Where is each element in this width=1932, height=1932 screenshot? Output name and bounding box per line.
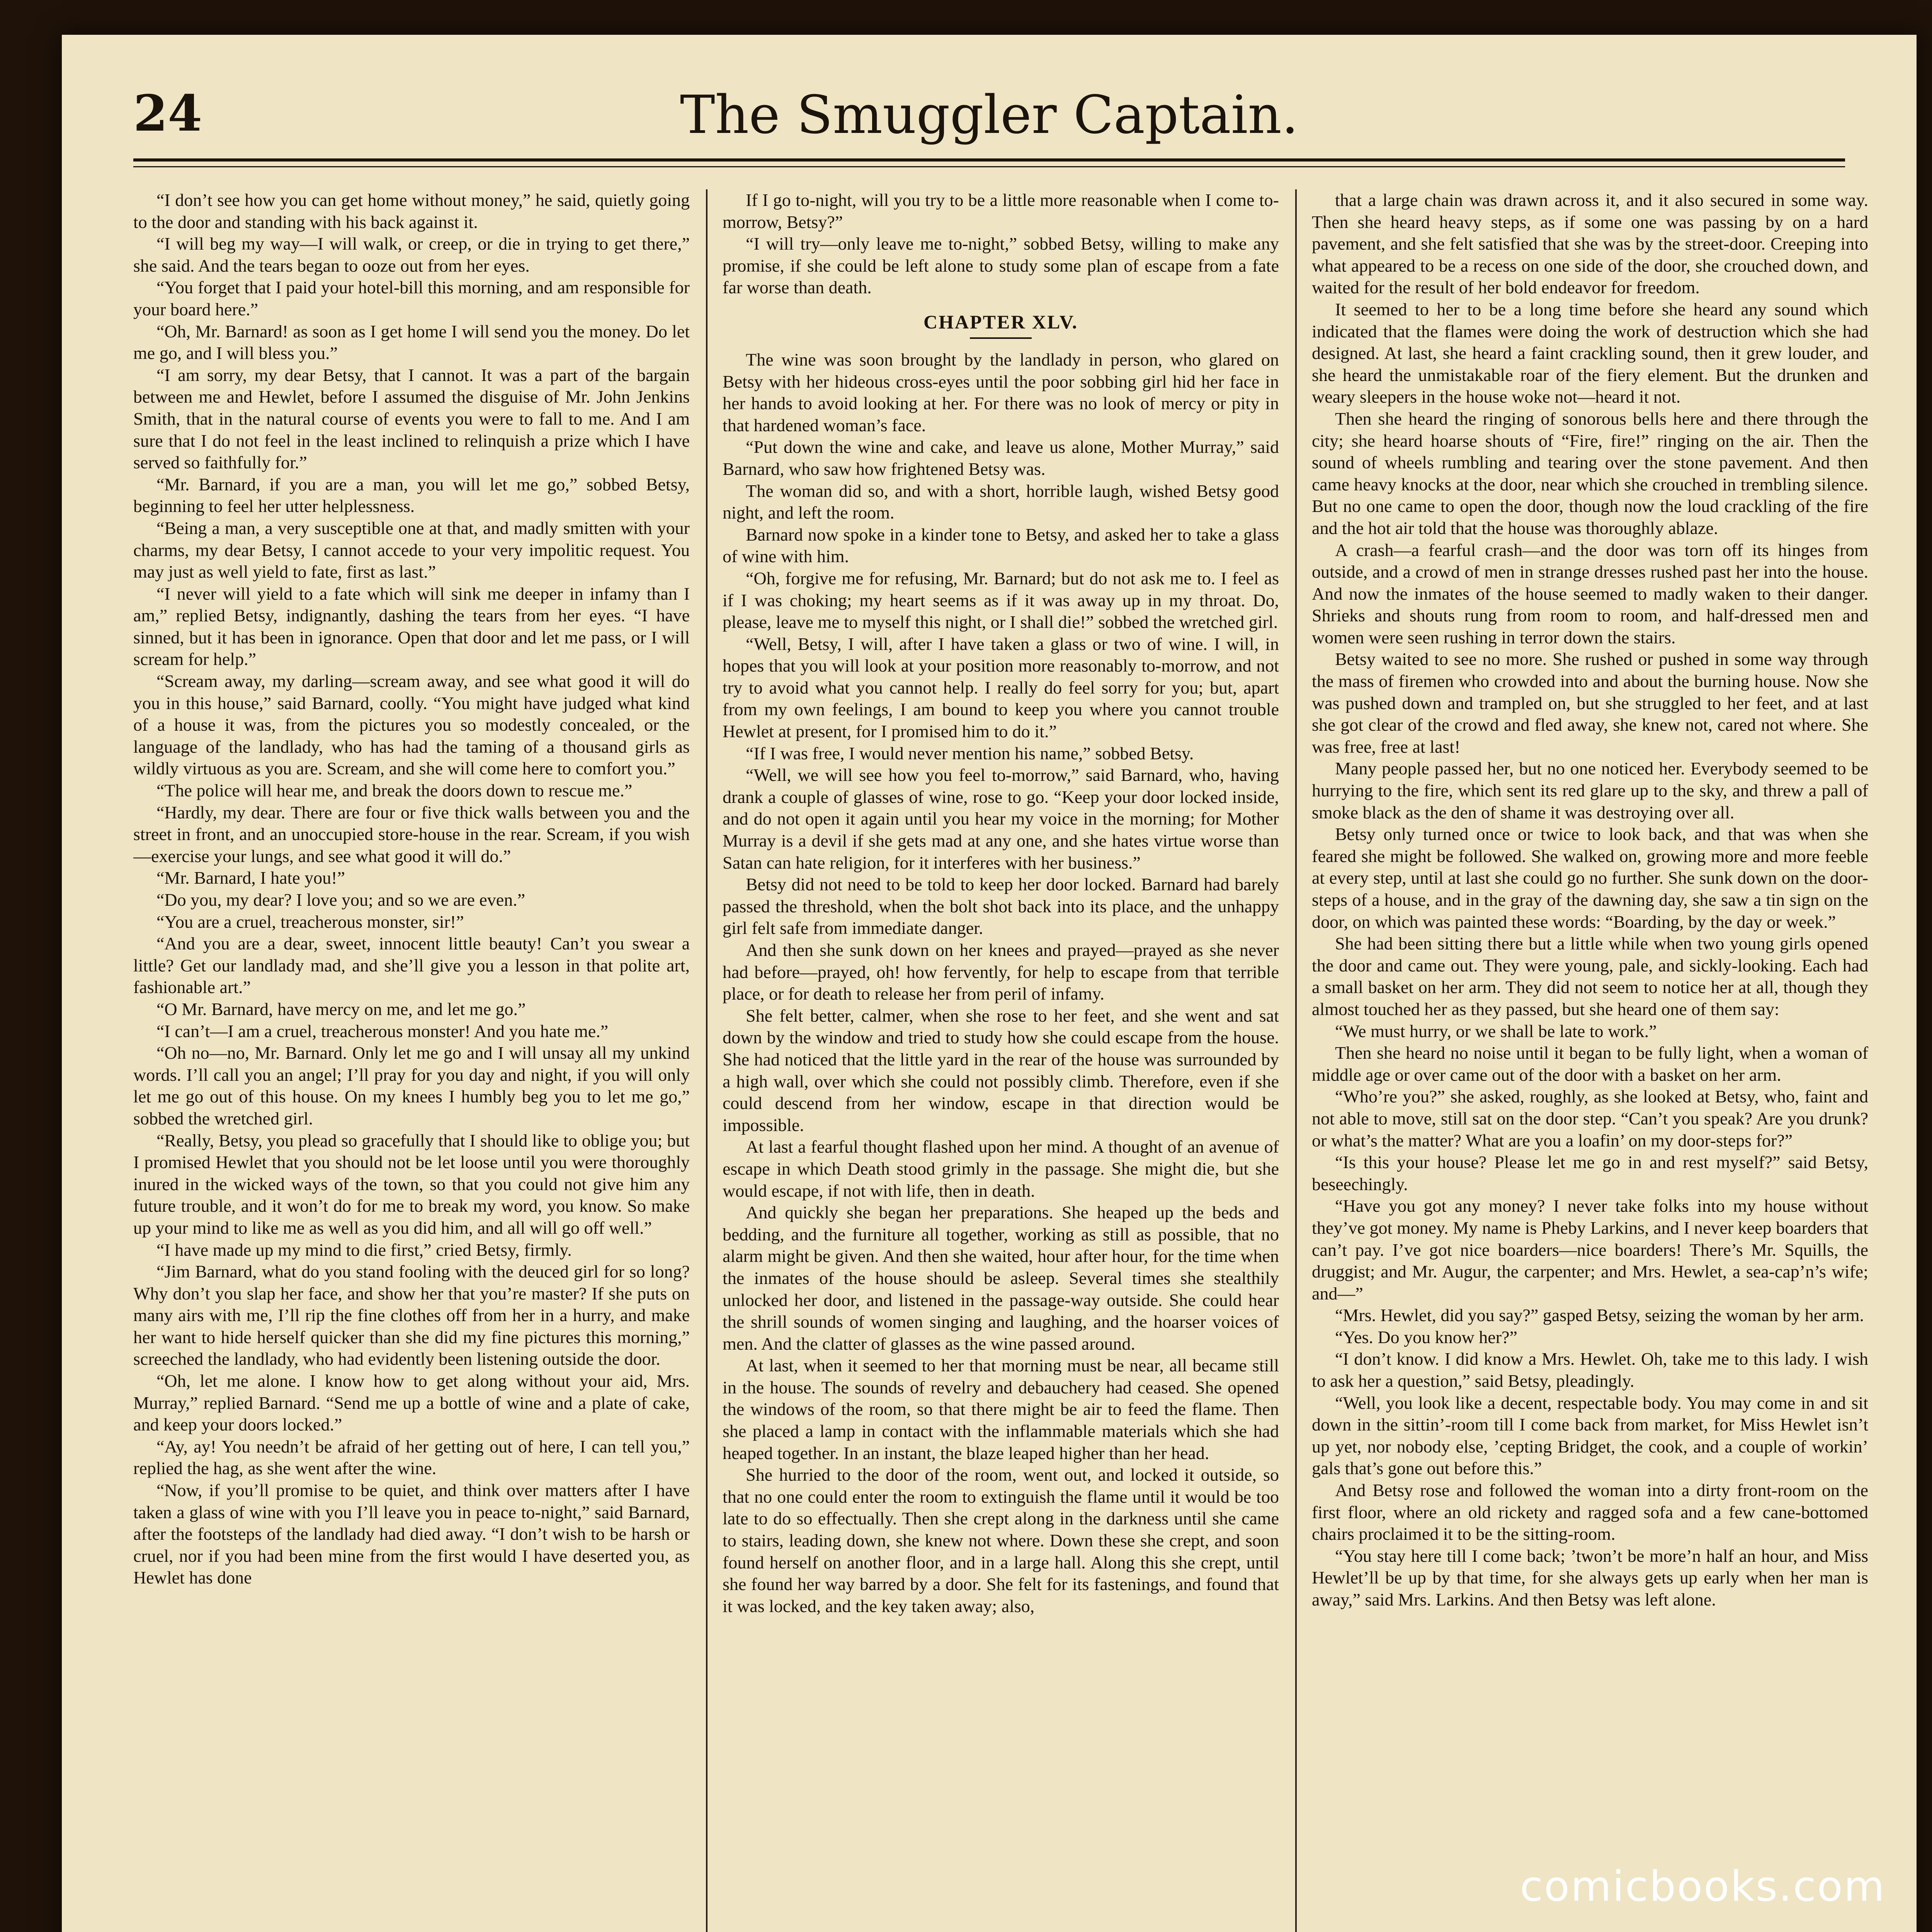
paragraph: And quickly she began her preparations. She heaped up the beds and bedding, and the furniture all together, working as still as possible, that no alarm might be given. And then she waited, hour after hour, for the time when the inmates of the house should be asleep. Several times she stealthily unlocked her door, and listened in the passage-way outside. She could hear the shrill sounds of women singing and laughing, and the hoarser voices of men. And the clatter of glasses as the wine passed around. [723,1202,1279,1354]
paragraph: “Well, we will see how you feel to-morrow,” said Barnard, who, having drank a couple of glasses of wine, rose to go. “Keep your door locked inside, and do not open it again until you hear my voice in the morning; for Mother Murray is a devil if she gets mad at any one, and she hates virtue worse than Satan can hate religion, for it interferes with her business.” [723,765,1279,872]
text-columns [133,189,1868,1932]
paragraph: “Oh, forgive me for refusing, Mr. Barnard; but do not ask me to. I feel as if I was choking; my heart seems as if it was away up in my throat. Do, please, leave me to myself this night, or I shall die!” sobbed the wretched girl. [723,568,1279,632]
paragraph: Betsy only turned once or twice to look back, and that was when she feared she might be followed. She walked on, growing more and more feeble at every step, until at last she could go no further. She sunk down on the door-steps of a house, and in the gray of the dawning day, she saw a tin sign on the door, on which was painted these words: “Boarding, by the day or week.” [1312,824,1868,932]
column-2 [723,189,1279,1932]
paragraph: “Well, you look like a decent, respectable body. You may come in and sit down in the sittin’-room till I come back from market, for Miss Hewlet isn’t up yet, nor nobody else, ’cepting Bridget, the cook, and a couple of workin’ gals that’s gone out before this.” [1312,1393,1868,1478]
paragraph: “I am sorry, my dear Betsy, that I cannot. It was a part of the bargain between me and Hewlet, before I assumed the disguise of Mr. John Jenkins Smith, that in the natural course of events you were to fall to me. And I am sure that I do not feel in the least inclined to relinquish a prize which I have served so faithfully for.” [133,365,690,473]
paragraph: At last a fearful thought flashed upon her mind. A thought of an avenue of escape in which Death stood grimly in the passage. She might die, but she would escape, if not with life, then in death. [723,1137,1279,1201]
header-rule-thin [133,166,1845,167]
paragraph: “Have you got any money? I never take folks into my house without they’ve got money. My name is Pheby Larkins, and I never keep boarders that can’t pay. I’ve got nice boarders—nice boarders! There’s Mr. Squills, the druggist; and Mr. Augur, the carpenter; and Mrs. Hewlet, a sea-cap’n’s wife; and—” [1312,1196,1868,1303]
paragraph: Betsy did not need to be told to keep her door locked. Barnard had barely passed the threshold, when the bolt shot back into its place, and the unhappy girl felt safe from immediate danger. [723,874,1279,938]
paragraph: “Scream away, my darling—scream away, and see what good it will do you in this house,” said Barnard, coolly. “You might have judged what kind of a house it was, from the pictures you so modestly concealed, or the language of the landlady, who has had the taming of a thousand girls as wildly virtuous as you are. Scream, and she will come here to comfort you.” [133,671,690,779]
paragraph: “Oh no—no, Mr. Barnard. Only let me go and I will unsay all my unkind words. I’ll call you an angel; I’ll pray for you day and night, if you will only let me go out of this house. On my knees I humbly beg you to let me go,” sobbed the wretched girl. [133,1043,690,1128]
paragraph: “I will beg my way—I will walk, or creep, or die in trying to get there,” she said. And the tears began to ooze out from her eyes. [133,234,690,276]
page-number: 24 [133,85,202,143]
paragraph: Betsy waited to see no more. She rushed or pushed in some way through the mass of firemen who crowded into and about the burning house. Now she was pushed down and trampled on, but she struggled to her feet, and at last she got clear of the crowd and fled away, she knew not, cared not where. She was free, free at last! [1312,649,1868,757]
paragraph: “You stay here till I come back; ’twon’t be more’n half an hour, and Miss Hewlet’ll be up by that time, for she always gets up early when her man is away,” said Mrs. Larkins. And then Betsy was left alone. [1312,1546,1868,1609]
paragraph: “Do you, my dear? I love you; and so we are even.” [156,890,526,910]
running-title: The Smuggler Captain. [680,85,1299,146]
paragraph: “Mr. Barnard, if you are a man, you will let me go,” sobbed Betsy, beginning to feel her utter helplessness. [133,474,690,516]
paragraph: Then she heard the ringing of sonorous bells here and there through the city; she heard hoarse shouts of “Fire, fire!” ringing on the air. Then the sound of wheels rumbling and tearing over the stone pavement. And then came heavy knocks at the door, near which she crouched in trembling silence. But no one came to open the door, though now the loud crackling of the fire and the hot air told that the house was thoroughly ablaze. [1312,408,1868,538]
paragraph: “Oh, Mr. Barnard! as soon as I get home I will send you the money. Do let me go, and I will bless you.” [133,321,690,363]
paragraph: She felt better, calmer, when she rose to her feet, and she went and sat down by the window and tried to study how she could escape from the house. She had noticed that the little yard in the rear of the house was surrounded by a high wall, over which she could not possibly climb. Therefore, even if she could descend from her window, escape in that direction would be impossible. [723,1005,1279,1135]
paragraph: “You are a cruel, treacherous monster, sir!” [156,912,464,932]
paragraph: Then she heard no noise until it began to be fully light, when a woman of middle age or over came out of the door with a basket on her arm. [1312,1043,1868,1085]
paragraph: She hurried to the door of the room, went out, and locked it outside, so that no one could enter the room to extinguish the flame until it would be too late to do so effectually. Then she crept along in the darkness until she came to stairs, leading down, she knew not where. Down these she crept, and soon found herself on another floor, and in a large hall. Along this she crept, until she found her way barred by a door. She felt for its fastenings, and found that it was locked, and the key taken away; also, [723,1465,1279,1616]
paragraph: “Mr. Barnard, I hate you!” [156,868,345,888]
watermark-text: comicbooks.com [1520,1862,1886,1911]
paragraph: “Ay, ay! You needn’t be afraid of her getting out of here, I can tell you,” replied the hag, as she went after the wine. [133,1436,690,1478]
newspaper-page [62,35,1917,1932]
paragraph: It seemed to her to be a long time before she heard any sound which indicated that the flames were doing the work of destruction which she had designed. At last, she heard a faint crackling sound, then it grew louder, and she heard the unmistakable roar of the fiery element. But the drunken and weary sleepers in the house woke not—heard it not. [1312,299,1868,407]
paragraph: “And you are a dear, sweet, innocent little beauty! Can’t you swear a little? Get our landlady mad, and she’ll give you a lesson in that polite art, fashionable art.” [133,934,690,997]
paragraph: A crash—a fearful crash—and the door was torn off its hinges from outside, and a crowd of men in strange dresses rushed past her into the house. And now the inmates of the house seemed to madly waken to their danger. Shrieks and shouts rung from room to room, and half-dressed men and women were seen rushing in terror down the stairs. [1312,540,1868,647]
paragraph: “Now, if you’ll promise to be quiet, and think over matters after I have taken a glass of wine with you I’ll leave you in peace to-night,” said Barnard, after the footsteps of the landlady had died away. “I don’t wish to be harsh or cruel, nor if you had been mine from the first would I have deserted you, as Hewlet has done [133,1480,690,1588]
paragraph: Barnard now spoke in a kinder tone to Betsy, and asked her to take a glass of wine with him. [723,524,1279,566]
paragraph: The woman did so, and with a short, horrible laugh, wished Betsy good night, and left the room. [723,481,1279,523]
paragraph: Many people passed her, but no one noticed her. Everybody seemed to be hurrying to the fire, which sent its red glare up to the sky, and threw a pall of smoke black as the den of shame it was destroying over all. [1312,759,1868,822]
paragraph: And Betsy rose and followed the woman into a dirty front-room on the first floor, where an old rickety and ragged sofa and a few cane-bottomed chairs proclaimed it to be the sitting-room. [1312,1480,1868,1544]
paragraph: “Hardly, my dear. There are four or five thick walls between you and the street in front, and an unoccupied store-house in the rear. Scream, if you wish—exercise your lungs, and see what good it will do.” [133,802,690,866]
paragraph: “I will try—only leave me to-night,” sobbed Betsy, willing to make any promise, if she could be left alone to study some plan of escape from a fate far worse than death. [723,234,1279,298]
chapter-heading: CHAPTER XLV. [723,310,1279,339]
paragraph: At last, when it seemed to her that morning must be near, all became still in the house. The sounds of revelry and debauchery had ceased. She opened the windows of the room, so that there might be air to feed the flame. Then she placed a lamp in contact with the inflammable materials which she had heaped together. In an instant, the blaze leaped higher than her head. [723,1355,1279,1463]
paragraph: “I have made up my mind to die first,” cried Betsy, firmly. [156,1240,572,1260]
column-3 [1312,189,1868,1932]
paragraph: “I can’t—I am a cruel, treacherous monster! And you hate me.” [156,1021,609,1041]
paragraph: “Really, Betsy, you plead so gracefully that I should like to oblige you; but I promised Hewlet that you should not be let loose until you were thoroughly inured in the wicked ways of the town, so that you could not give him any future trouble, and it won’t do for me to break my word, you know. So make up your mind to like me as well as you did him, and all will go off well.” [133,1130,690,1238]
paragraph: “The police will hear me, and break the doors down to rescue me.” [156,781,633,801]
paragraph: “I never will yield to a fate which will sink me deeper in infamy than I am,” replied Betsy, indignantly, dashing the tears from her eyes. “I have sinned, but it has been in ignorance. Open that door and let me pass, or I will scream for help.” [133,583,690,669]
paragraph: “Being a man, a very susceptible one at that, and madly smitten with your charms, my dear Betsy, I cannot accede to your very impolitic request. You may just as well yield to fate, first as last.” [133,518,690,582]
paragraph: “I don’t know. I did know a Mrs. Hewlet. Oh, take me to this lady. I wish to ask her a question,” said Betsy, pleadingly. [1312,1349,1868,1391]
paragraph: She had been sitting there but a little while when two young girls opened the door and came out. They were young, pale, and sickly-looking. Each had a small basket on her arm. They did not seem to notice her at all, though they almost touched her as they passed, but she heard one of them say: [1312,934,1868,1019]
paragraph: If I go to-night, will you try to be a little more reasonable when I come to-morrow, Betsy?” [723,190,1279,232]
paragraph: “Is this your house? Please let me go in and rest myself?” said Betsy, beseechingly. [1312,1152,1868,1194]
paragraph: “Mrs. Hewlet, did you say?” gasped Betsy, seizing the woman by her arm. [1335,1305,1864,1325]
paragraph: “O Mr. Barnard, have mercy on me, and let me go.” [156,999,526,1019]
paragraph: “We must hurry, or we shall be late to work.” [1335,1021,1657,1041]
paragraph: “Well, Betsy, I will, after I have taken a glass or two of wine. I will, in hopes that you will look at your position more reasonably to-morrow, and not try to avoid what you cannot help. I really do feel sorry for you; but, apart from my own feelings, I am bound to keep you where you cannot trouble Hewlet at present, for I promised him to do it.” [723,634,1279,742]
paragraph: “You forget that I paid your hotel-bill this morning, and am responsible for your board here.” [133,277,690,319]
paragraph: “Yes. Do you know her?” [1335,1327,1517,1347]
column-1 [133,189,690,1932]
paragraph: “Who’re you?” she asked, roughly, as she looked at Betsy, who, faint and not able to move, still sat on the door step. “Can’t you speak? Are you drunk? or what’s the matter? What are you a loafin’ on my door-steps for?” [1312,1087,1868,1150]
paragraph: “Put down the wine and cake, and leave us alone, Mother Murray,” said Barnard, who saw how frightened Betsy was. [723,437,1279,479]
paragraph: The wine was soon brought by the landlady in person, who glared on Betsy with her hideous cross-eyes until the poor sobbing girl hid her face in her hands to avoid looking at her. For there was no look of mercy or pity in that hardened woman’s face. [723,349,1279,435]
header-rule [133,158,1845,162]
paragraph: “I don’t see how you can get home without money,” he said, quietly going to the door and standing with his back against it. [133,190,690,232]
column-divider [1295,189,1297,1932]
paragraph: And then she sunk down on her knees and prayed—prayed as she never had before—prayed, oh! how fervently, for help to escape from that terrible place, or for death to release her from peril of infamy. [723,940,1279,1004]
paragraph: that a large chain was drawn across it, and it also secured in some way. Then she heard heavy steps, as if some one was passing by on a hard pavement, and she felt satisfied that she was by the street-door. Creeping into what appeared to be a recess on one side of the door, she crouched down, and waited for the result of her bold endeavor for freedom. [1312,190,1868,298]
paragraph: “Jim Barnard, what do you stand fooling with the deuced girl for so long? Why don’t you slap her face, and show her that you’re master? If she puts on many airs with me, I’ll rip the fine clothes off from her in a hurry, and make her want to hide herself quicker than she did my fine pictures this morning,” screeched the landlady, who had evidently been listening outside the door. [133,1262,690,1369]
paragraph: “If I was free, I would never mention his name,” sobbed Betsy. [746,743,1194,763]
paragraph: “Oh, let me alone. I know how to get along without your aid, Mrs. Murray,” replied Barnard. “Send me up a bottle of wine and a plate of cake, and keep your doors locked.” [133,1371,690,1435]
column-divider [706,189,707,1932]
